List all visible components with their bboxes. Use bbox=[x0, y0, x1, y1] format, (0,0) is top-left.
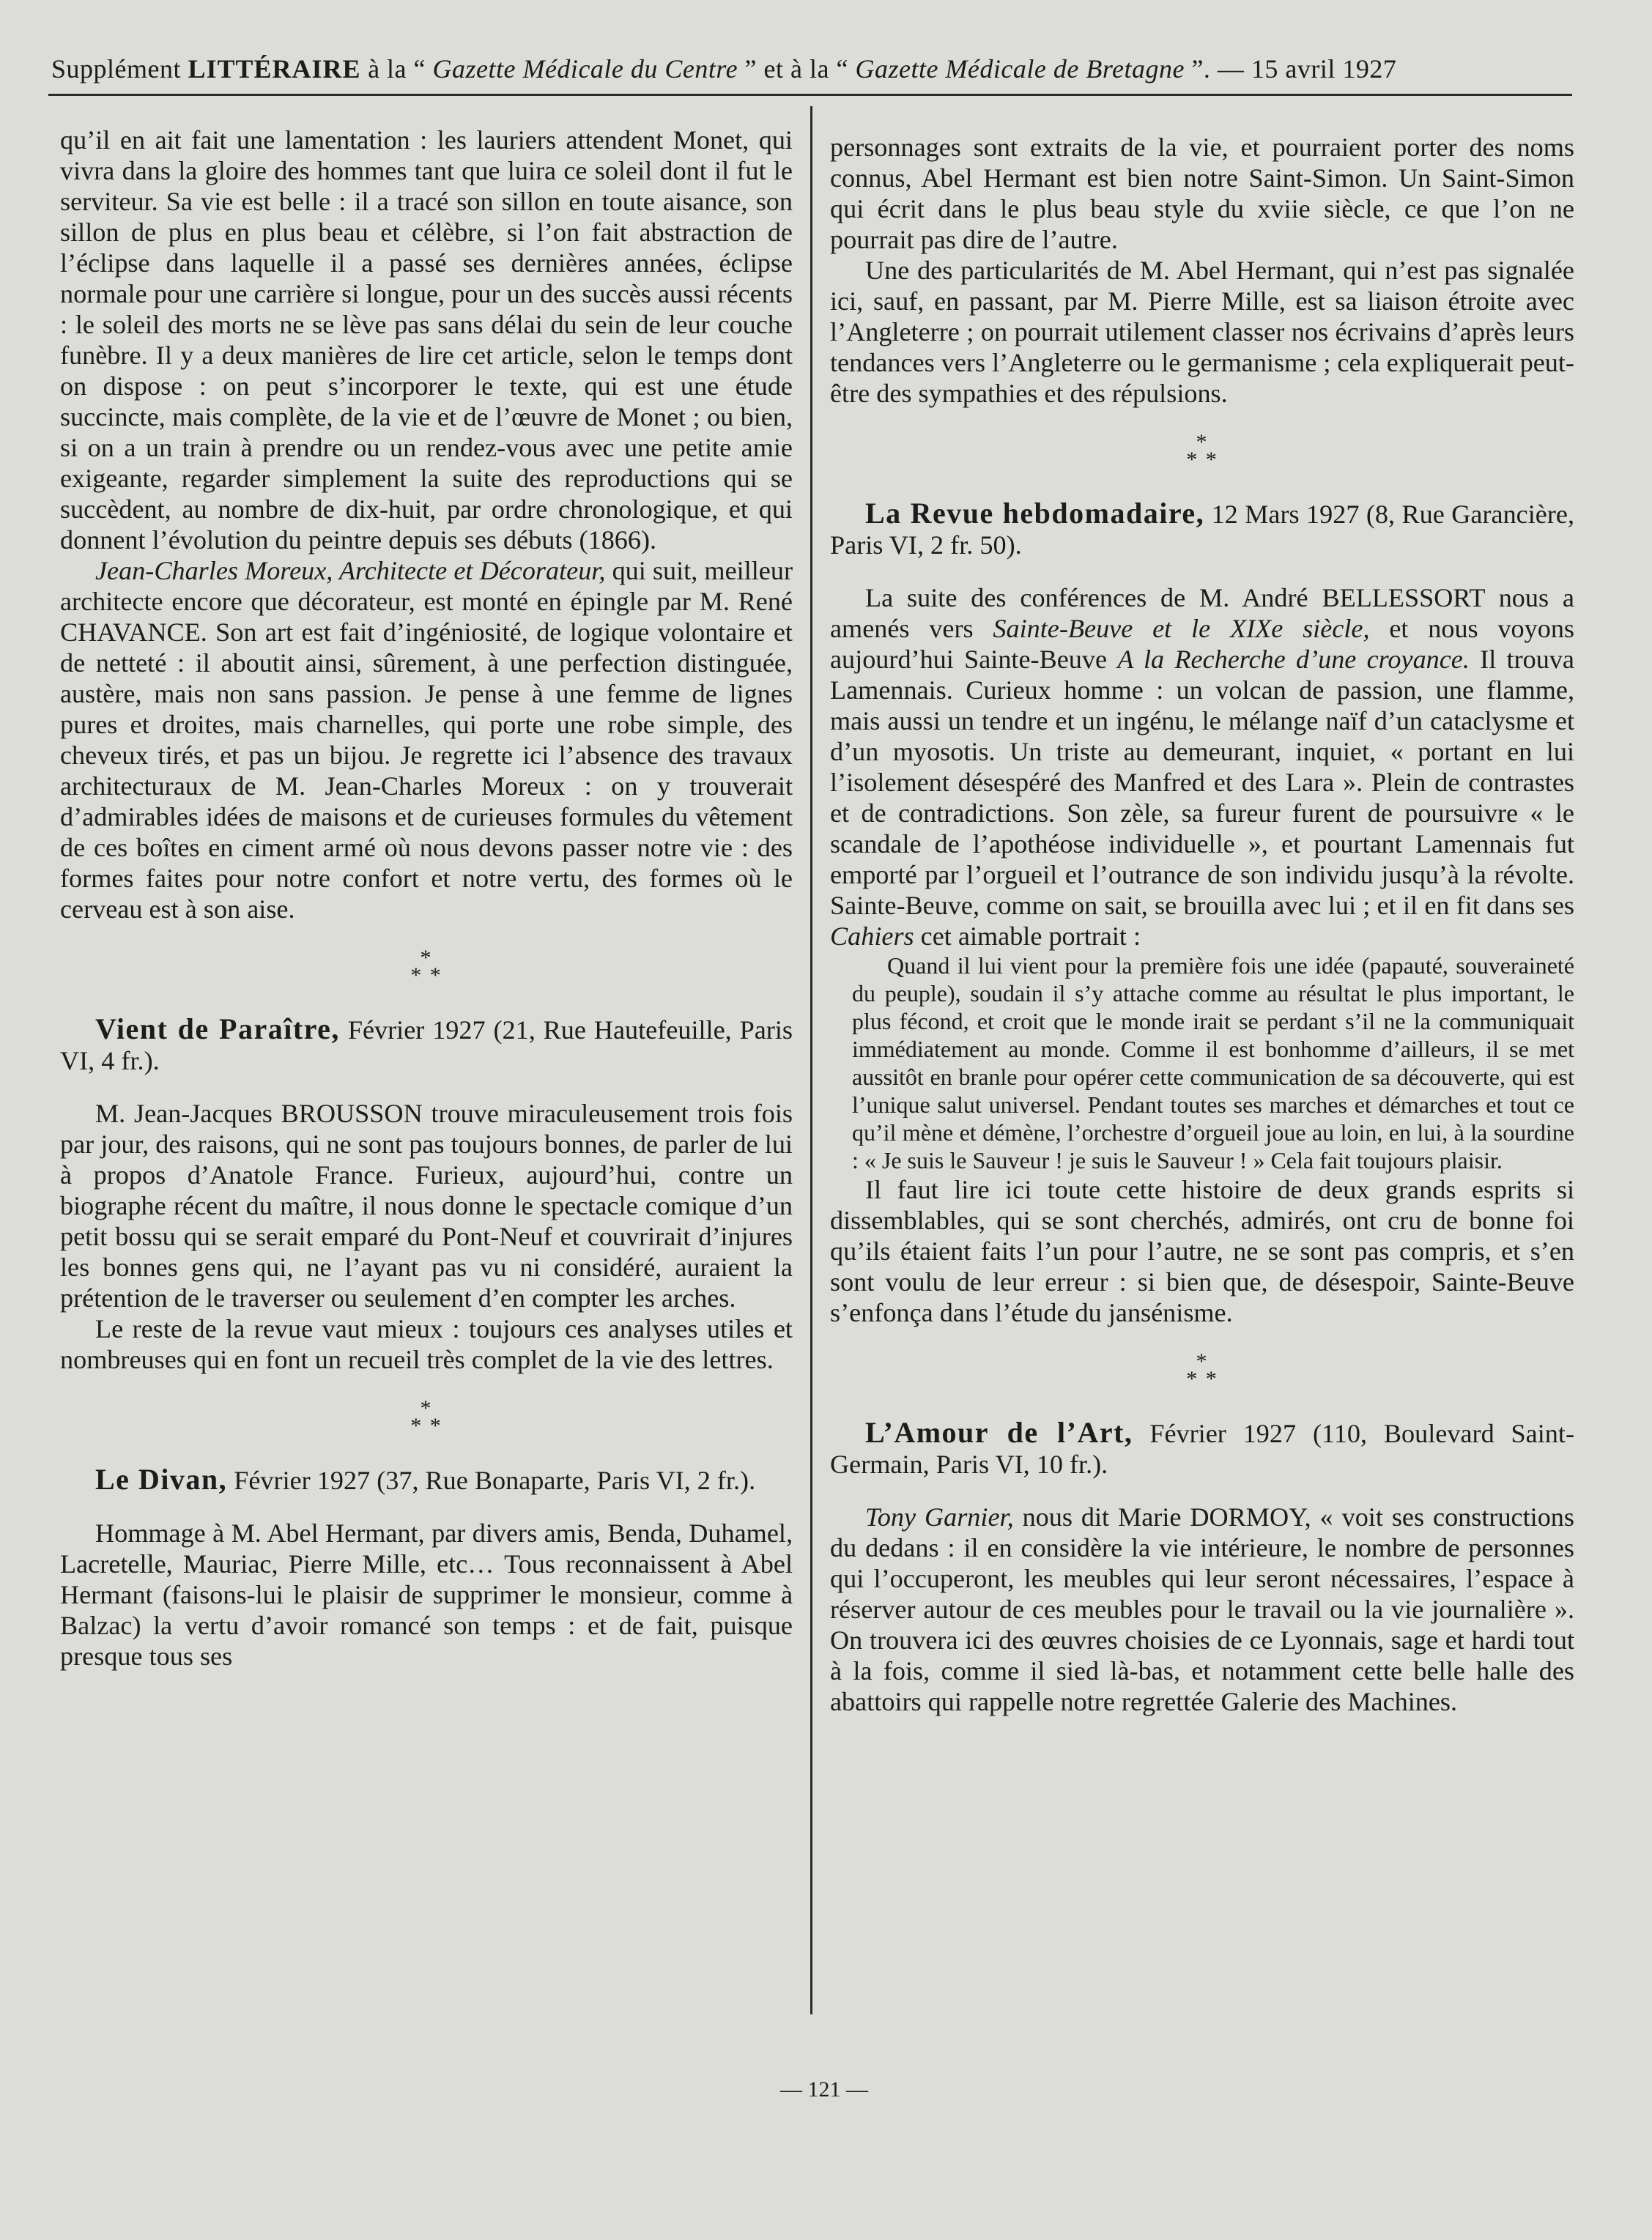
bellessort-text-2: et nous voyons aujourd’hui Sainte-Beuve bbox=[830, 614, 1574, 674]
header-supplement: Supplément bbox=[51, 54, 188, 84]
review-title: La Revue hebdomadaire, bbox=[865, 497, 1205, 530]
header-rule bbox=[48, 94, 1572, 96]
section-heading-amour-de-l-art bbox=[830, 1417, 1574, 1480]
section-heading-vient-de-paraitre bbox=[60, 1014, 793, 1076]
separator-bottom-stars: * * bbox=[410, 1414, 442, 1438]
section-separator bbox=[60, 946, 793, 987]
separator-top-star: * bbox=[420, 1396, 433, 1420]
separator-bottom-stars: * * bbox=[410, 963, 442, 987]
angleterre-paragraph: Une des particularités de M. Abel Hermant, qui n’est pas signalée ici, sauf, en passant, par M. Pierre Mille, est sa liaison étroite avec l’Angleterre ; on pourrait utilement classer nos écrivains d’après leurs tendances vers l’Angleterre ou le germanisme ; cela expliquerait peut-être des sympathies et des répulsions. bbox=[830, 256, 1574, 408]
header-connector-1: à la “ bbox=[360, 54, 433, 84]
revue-reste-paragraph: Le reste de la revue vaut mieux : toujours ces analyses utiles et nombreuses qui en font un recueil très complet de la vie des lettres. bbox=[60, 1314, 793, 1374]
monet-paragraph: qu’il en ait fait une lamentation : les lauriers attendent Monet, qui vivra dans la gloire des hommes tant que luira ce soleil dont il fut le serviteur. Sa vie est belle : il a tracé son sillon en toute aisance, son sillon de plus en plus beau et célèbre, si l’on fait abstraction de l’éclipse dans laquelle il a passé ses dernières années, éclipse normale pour une carrière si longue, pour un des succès aussi récents : le soleil des morts ne se lève pas sans délai du sein de leur couche funèbre. Il y a deux manières de lire cet article, selon le temps dont on dispose : on peut s’incorporer le texte, qui est une étude succincte, mais complète, de la vie et de l’œuvre de Monet ; ou bien, si on a un train à prendre ou un rendez-vous avec une petite amie exigeante, regarder simplement la suite des reproductions qui se succèdent, au nombre de dix-huit, par ordre chronologique, et qui donnent l’évolution du peintre depuis ses débuts (1866). bbox=[60, 125, 793, 555]
bellessort-paragraph bbox=[830, 582, 1574, 952]
hermant-continued-paragraph: personnages sont extraits de la vie, et pourraient porter des noms connus, Abel Hermant est bien notre Saint-Simon. Un Saint-Simon qui écrit dans le plus beau style du xviie siècle, ce que l’on ne pourrait pas dire de l’autre. bbox=[830, 133, 1574, 254]
bellessort-text-4: cet aimable portrait : bbox=[914, 921, 1141, 951]
moreux-paragraph bbox=[60, 555, 793, 924]
separator-bottom-stars: * * bbox=[1186, 448, 1218, 472]
separator-bottom-stars: * * bbox=[1186, 1367, 1218, 1391]
bellessort-text-3: Il trouva Lamennais. Curieux homme : un volcan de passion, une flamme, mais aussi un tendre et un ingénu, le mélange naïf d’un cataclysme et d’un myosotis. Un triste au demeurant, inquiet, « portant en lui l’isolement désespéré des Manfred et des Lara ». Plein de contrastes et de contradictions. Son zèle, sa fureur furent de poursuivre « le scandale de l’apothéose individuelle », et pourtant Lamennais fut emporté par l’orgueil et l’outrance de son individu jusqu’à la révolte. Sainte-Beuve, comme on sait, se brouilla avec lui ; et il en fit dans ses bbox=[830, 645, 1574, 920]
moreux-title: Jean-Charles Moreux, Architecte et Décorateur, bbox=[95, 556, 606, 585]
garnier-name: Tony Garnier, bbox=[865, 1502, 1014, 1532]
right-column bbox=[830, 132, 1574, 1717]
header-connector-2: ” et à la “ bbox=[738, 54, 856, 84]
bellessort-italic-3: Cahiers bbox=[830, 921, 914, 951]
section-separator bbox=[60, 1396, 793, 1438]
header-litteraire: LITTÉRAIRE bbox=[188, 54, 361, 84]
separator-top-star: * bbox=[420, 946, 433, 970]
review-title: Le Divan, bbox=[95, 1463, 228, 1496]
separator-top-star: * bbox=[1196, 430, 1209, 454]
review-details: Février 1927 (110, Boulevard Saint-Germain, Paris VI, 10 fr.). bbox=[830, 1419, 1574, 1479]
section-heading-revue-hebdomadaire bbox=[830, 498, 1574, 560]
left-column bbox=[60, 125, 793, 1672]
column-divider bbox=[810, 106, 812, 2014]
review-title: Vient de Paraître, bbox=[95, 1012, 340, 1045]
separator-top-star: * bbox=[1196, 1349, 1209, 1373]
sainte-beuve-quote: Quand il lui vient pour la première fois une idée (papauté, souveraineté du peuple), soudain il s’y attache comme au résultat le plus important, le plus fécond, et croit que le monde irait se perdant s’il ne la communiquait immédiatement au monde. Comme il est bonhomme d’ailleurs, il se met aussitôt en branle pour opérer cette communication de sa découverte, qui est l’unique salut universel. Pendant toutes ses marches et démarches et tout ce qu’il mène et démène, l’orchestre d’orgueil joue au loin, en lui, à la sourdine : « Je suis le Sauveur ! je suis le Sauveur ! » Cela fait toujours plaisir. bbox=[852, 952, 1574, 1173]
bellessort-italic-2: A la Recherche d’une croyance. bbox=[1117, 645, 1470, 674]
review-details: Février 1927 (37, Rue Bonaparte, Paris VI, 2 fr.). bbox=[227, 1466, 756, 1495]
header-gazette-centre: Gazette Médicale du Centre bbox=[432, 54, 738, 84]
section-separator bbox=[830, 430, 1574, 472]
hermant-paragraph: Hommage à M. Abel Hermant, par divers amis, Benda, Duhamel, Lacretelle, Mauriac, Pierre Mille, etc… Tous reconnaissent à Abel Hermant (faisons-lui le plaisir de supprimer le monsieur, comme à Balzac) la vertu d’avoir romancé son temps : et de fait, puisque presque tous ses bbox=[60, 1518, 793, 1671]
header-date: ”. — 15 avril 1927 bbox=[1184, 54, 1397, 84]
review-title: L’Amour de l’Art, bbox=[865, 1416, 1133, 1449]
section-heading-le-divan bbox=[60, 1464, 793, 1496]
page-header bbox=[51, 53, 1553, 85]
bellessort-italic-1: Sainte-Beuve et le XIXe siècle, bbox=[993, 614, 1370, 643]
garnier-text: nous dit Marie DORMOY, « voit ses constructions du dedans : il en considère la vie intérieure, le nombre de personnes qui l’occuperont, les meubles qui leur seront nécessaires, l’espace à réserver autour de ces meubles pour le travail ou la vie journalière ». On trouvera ici des œuvres choisies de ce Lyonnais, sage et hardi tout à la fois, comme il sied là-bas, et notamment cette belle halle des abattoirs qui rappelle notre regrettée Galerie des Machines. bbox=[830, 1502, 1574, 1716]
deux-esprits-paragraph: Il faut lire ici toute cette histoire de deux grands esprits si dissemblables, qui se sont cherchés, admirés, ont cru de bonne foi qu’ils étaient faits l’un pour l’autre, ne se sont pas compris, et s’en sont voulu de leur erreur : si bien que, de désespoir, Sainte-Beuve s’enfonça dans l’étude du jansénisme. bbox=[830, 1175, 1574, 1327]
header-gazette-bretagne: Gazette Médicale de Bretagne bbox=[855, 54, 1185, 84]
section-separator bbox=[830, 1349, 1574, 1391]
garnier-paragraph bbox=[830, 1502, 1574, 1717]
moreux-text: qui suit, meilleur architecte encore que décorateur, est monté en épingle par M. René CHAVANCE. Son art est fait d’ingéniosité, de logique volontaire et de netteté : il aboutit ainsi, sûrement, à une perfection distinguée, austère, mais non sans passion. Je pense à une femme de lignes pures et droites, mais charnelles, qui porte une robe simple, des cheveux tirés, et pas un bijou. Je regrette ici l’absence des travaux architecturaux de M. Jean-Charles Moreux : on y trouverait d’admirables idées de maisons et de curieuses formules du vêtement de ces boîtes en ciment armé où nous devons passer notre vie : des formes faites pour notre confort et notre vertu, des formes où le cerveau est à son aise. bbox=[60, 556, 793, 924]
review-details: Février 1927 (21, Rue Hautefeuille, Paris VI, 4 fr.). bbox=[60, 1015, 793, 1075]
bellessort-text-1: La suite des conférences de M. André BELLESSORT nous a amenés vers bbox=[830, 583, 1574, 643]
review-details: 12 Mars 1927 (8, Rue Garancière, Paris VI, 2 fr. 50). bbox=[830, 500, 1575, 560]
brousson-paragraph: M. Jean-Jacques BROUSSON trouve miraculeusement trois fois par jour, des raisons, qui ne sont pas toujours bonnes, de parler de lui à propos d’Anatole France. Furieux, aujourd’hui, contre un biographe récent du maître, il nous donne le spectacle comique d’un petit bossu qui se serait emparé du Pont-Neuf et couvrirait d’injures les bonnes gens qui, ne l’ayant pas vu ni considéré, auraient la prétention de le traverser ou seulement d’en compter les arches. bbox=[60, 1099, 793, 1313]
page-number: — 121 — bbox=[780, 2077, 868, 2102]
